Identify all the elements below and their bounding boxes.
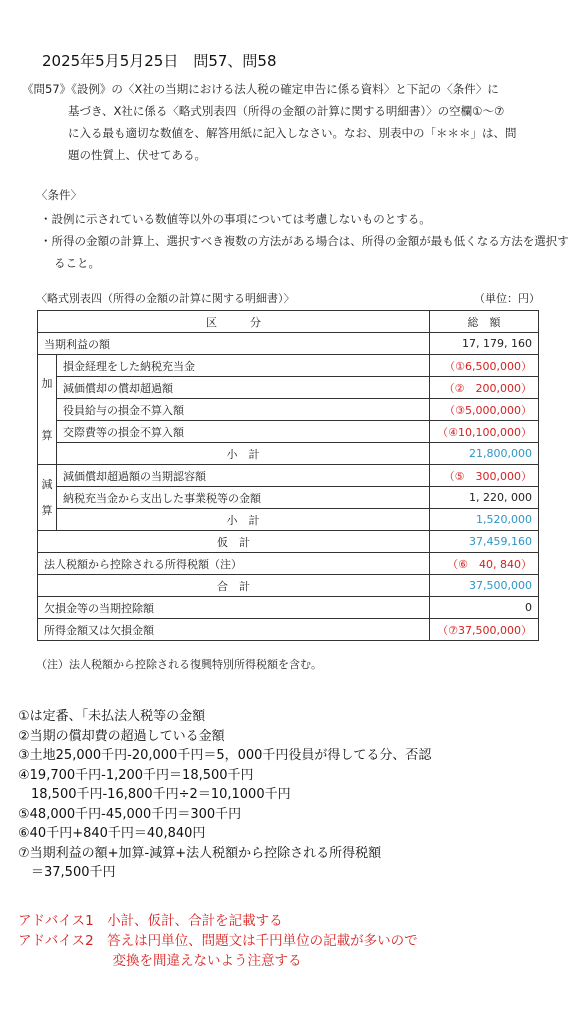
- row-label: 小 計: [57, 443, 430, 465]
- row-amount: 0: [430, 597, 539, 619]
- explanation-item: ⑦当期利益の額+加算-減算+法人税額から控除される所得税額: [18, 845, 382, 861]
- subtract-group-label: 減 算: [38, 465, 57, 531]
- table-row: [38, 421, 539, 443]
- answer-4: （④10,100,000）: [430, 421, 539, 443]
- answer-1: （①6,500,000）: [430, 355, 539, 377]
- explanation-item: ②当期の償却費の超過している金額: [18, 728, 225, 744]
- explanation-item: ⑥40千円+840千円＝40,840円: [18, 826, 206, 841]
- table-row: [38, 531, 539, 553]
- row-label: 欠損金等の当期控除額: [38, 597, 430, 619]
- explanation-item: ⑤48,000千円-45,000千円＝300千円: [18, 806, 242, 822]
- schedule-four-table: [37, 310, 539, 641]
- table-note: （注）法人税額から控除される復興特別所得税額を含む。: [36, 658, 322, 671]
- advice-list: [18, 911, 418, 971]
- table-row: [38, 597, 539, 619]
- table-row: [38, 553, 539, 575]
- subtract-subtotal: 1,520,000: [430, 509, 539, 531]
- conditions-list: [40, 208, 570, 274]
- answer-2: （② 200,000）: [430, 377, 539, 399]
- row-label: 減価償却超過額の当期認容額: [57, 465, 430, 487]
- advice-item: アドバイス2 答えは円単位、問題文は千円単位の記載が多いので: [18, 933, 418, 949]
- row-amount: 1, 220, 000: [430, 487, 539, 509]
- advice-item: 変換を間違えないよう注意する: [18, 953, 302, 969]
- add-group-label: 加 算: [38, 355, 57, 465]
- table-row: [38, 443, 539, 465]
- question-text: [22, 78, 562, 166]
- condition-item: ・所得の金額の計算上、選択すべき複数の方法がある場合は、所得の金額が最も低くなる方法を選択すること。: [40, 234, 569, 270]
- advice-item: アドバイス1 小計、仮計、合計を記載する: [18, 913, 283, 929]
- row-label: 損金経理をした納税充当金: [57, 355, 430, 377]
- grand-total: 37,500,000: [430, 575, 539, 597]
- answer-7: （⑦37,500,000）: [430, 619, 539, 641]
- answer-6: （⑥ 40, 840）: [430, 553, 539, 575]
- row-label: 納税充当金から支出した事業税等の金額: [57, 487, 430, 509]
- row-label: 所得金額又は欠損金額: [38, 619, 430, 641]
- header-category: 区 分: [38, 311, 430, 333]
- table-row: [38, 509, 539, 531]
- table-row: [38, 355, 539, 377]
- answer-3: （③5,000,000）: [430, 399, 539, 421]
- row-label: 小 計: [57, 509, 430, 531]
- table-row: [38, 377, 539, 399]
- explanation-item: ④19,700千円-1,200千円＝18,500千円: [18, 767, 254, 783]
- answer-5: （⑤ 300,000）: [430, 465, 539, 487]
- page-title: 2025年5月5月25日 問57、問58: [42, 52, 277, 70]
- explanation-item: ＝37,500千円: [18, 865, 116, 880]
- table-row: [38, 465, 539, 487]
- explanation-item: ①は定番、「未払法人税等の金額: [18, 709, 206, 724]
- table-row: [38, 487, 539, 509]
- table-caption: 〈略式別表四（所得の金額の計算に関する明細書）〉: [36, 292, 295, 305]
- table-row: [38, 619, 539, 641]
- table-row: [38, 575, 539, 597]
- row-label: 当期利益の額: [38, 333, 430, 355]
- question-line: 基づき、X社に係る〈略式別表四（所得の金額の計算に関する明細書）〉の空欄①〜⑦: [68, 104, 505, 118]
- row-label: 交際費等の損金不算入額: [57, 421, 430, 443]
- row-label: 役員給与の損金不算入額: [57, 399, 430, 421]
- question-line: 題の性質上、伏せてある。: [68, 148, 206, 162]
- question-line: に入る最も適切な数値を、解答用紙に記入しなさい。なお、別表中の「＊＊＊」は、問: [68, 126, 517, 140]
- table-row: [38, 399, 539, 421]
- explanation-list: [18, 707, 431, 883]
- table-row: [38, 333, 539, 355]
- row-label: 合 計: [38, 575, 430, 597]
- condition-item: ・設例に示されている数値等以外の事項については考慮しないものとする。: [40, 212, 431, 226]
- question-line: 《問57》《設例》の〈X社の当期における法人税の確定申告に係る資料〉と下記の〈条件〉に: [22, 82, 499, 96]
- provisional-total: 37,459,160: [430, 531, 539, 553]
- add-subtotal: 21,800,000: [430, 443, 539, 465]
- conditions-heading: 〈条件〉: [36, 188, 82, 202]
- table-header-row: [38, 311, 539, 333]
- header-amount: 総 額: [430, 311, 539, 333]
- table-unit: （単位：円）: [474, 292, 540, 305]
- explanation-item: ③土地25,000千円-20,000千円＝5，000千円役員が得してる分、否認: [18, 748, 432, 763]
- row-label: 法人税額から控除される所得税額（注）: [38, 553, 430, 575]
- row-amount: 17, 179, 160: [430, 333, 539, 355]
- explanation-item: 18,500千円-16,800千円÷2＝10,1000千円: [18, 787, 291, 802]
- row-label: 仮 計: [38, 531, 430, 553]
- row-label: 減価償却の償却超過額: [57, 377, 430, 399]
